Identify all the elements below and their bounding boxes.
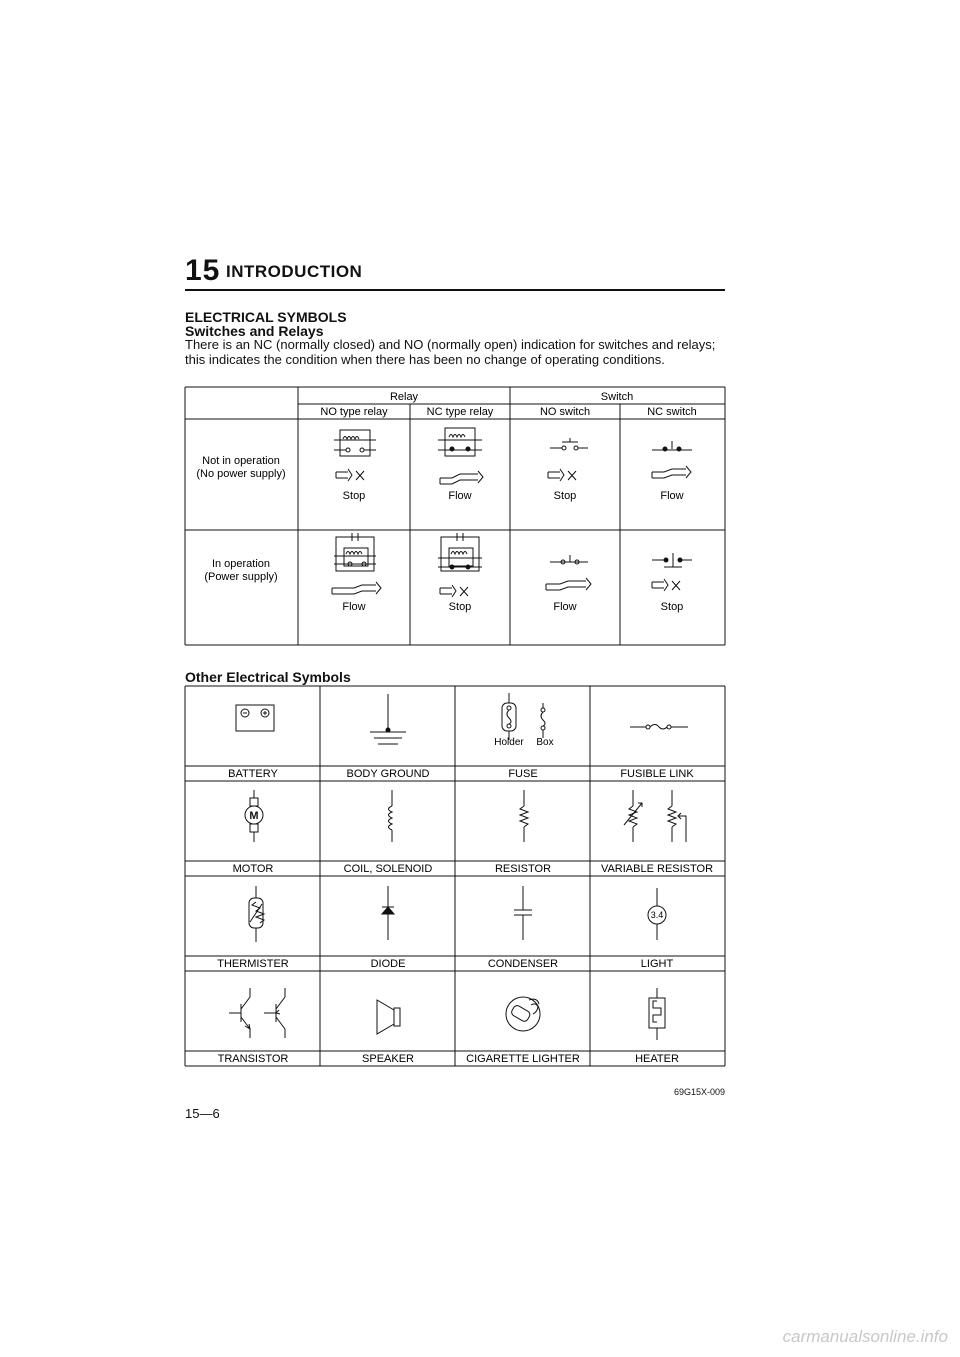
- heater-icon: [649, 988, 665, 1040]
- label-motor: MOTOR: [232, 863, 274, 875]
- diode-icon: [382, 886, 394, 940]
- cigarette-lighter-icon: [506, 997, 540, 1031]
- variable-resistor-icon: [668, 790, 686, 842]
- chapter-number: 15: [185, 254, 221, 287]
- group-relay: Relay: [389, 391, 419, 403]
- fuse-holder-label: Holder: [494, 737, 524, 748]
- state-r2-nc-relay: Stop: [448, 601, 472, 613]
- label-coil-solenoid: COIL, SOLENOID: [343, 863, 433, 875]
- state-r1-nc-relay: Flow: [448, 490, 472, 502]
- label-speaker: SPEAKER: [362, 1053, 414, 1065]
- label-light: LIGHT: [640, 958, 674, 970]
- transistor-icon: [229, 988, 250, 1038]
- figure-code: 69G15X-009: [674, 1087, 726, 1097]
- label-diode: DIODE: [370, 958, 406, 970]
- condenser-icon: [514, 886, 532, 940]
- section-title: ELECTRICAL SYMBOLS: [185, 309, 347, 325]
- section-subtitle: Switches and Relays: [185, 323, 324, 339]
- row1-label: Not in operation: [202, 455, 280, 467]
- fusible-link-icon: [630, 725, 688, 730]
- thermister-icon: [249, 886, 264, 942]
- col-no-relay: NO type relay: [320, 406, 388, 418]
- transistor-icon: [264, 988, 285, 1038]
- state-r1-no-switch: Stop: [553, 490, 577, 502]
- body-ground-icon: [370, 694, 406, 744]
- light-value: 3.4: [650, 910, 664, 920]
- page-number: 15—6: [185, 1106, 220, 1121]
- label-fusible-link: FUSIBLE LINK: [620, 768, 694, 780]
- group-switch: Switch: [600, 391, 634, 403]
- speaker-icon: [377, 1000, 400, 1034]
- other-symbols-title: Other Electrical Symbols: [185, 669, 351, 685]
- fuse-box-icon: [541, 703, 545, 738]
- label-body-ground: BODY GROUND: [346, 768, 430, 780]
- state-r1-no-relay: Stop: [342, 490, 366, 502]
- watermark: carmanualsonline.info: [782, 1327, 948, 1346]
- row1-sublabel: (No power supply): [196, 468, 286, 480]
- variable-resistor-icon: [624, 790, 642, 842]
- fuse-holder-icon: [502, 693, 516, 740]
- state-r2-nc-switch: Stop: [660, 601, 684, 613]
- label-condenser: CONDENSER: [487, 958, 559, 970]
- state-r2-no-switch: Flow: [553, 601, 577, 613]
- col-no-switch: NO switch: [539, 406, 591, 418]
- row2-label: In operation: [211, 558, 271, 570]
- label-resistor: RESISTOR: [494, 863, 552, 875]
- state-r2-no-relay: Flow: [342, 601, 366, 613]
- label-variable-resistor: VARIABLE RESISTOR: [600, 863, 714, 875]
- row2-sublabel: (Power supply): [204, 571, 278, 583]
- label-fuse: FUSE: [508, 768, 538, 780]
- label-heater: HEATER: [635, 1053, 679, 1065]
- intro-paragraph: There is an NC (normally closed) and NO (normally open) indication for switches and relays; this indicates the condition when there has been no change of operating conditions.: [185, 337, 716, 367]
- coil-solenoid-icon: [389, 790, 393, 842]
- svg-text:M: M: [249, 810, 259, 822]
- label-battery: BATTERY: [228, 768, 278, 780]
- col-nc-switch: NC switch: [647, 406, 697, 418]
- battery-icon: [236, 705, 274, 731]
- chapter-title: INTRODUCTION: [226, 262, 363, 281]
- label-thermister: THERMISTER: [217, 958, 289, 970]
- label-cigarette-lighter: CIGARETTE LIGHTER: [466, 1053, 580, 1065]
- resistor-icon: [520, 790, 528, 842]
- col-nc-relay: NC type relay: [426, 406, 494, 418]
- state-r1-nc-switch: Flow: [660, 490, 684, 502]
- fuse-box-label: Box: [536, 737, 554, 748]
- label-transistor: TRANSISTOR: [217, 1053, 289, 1065]
